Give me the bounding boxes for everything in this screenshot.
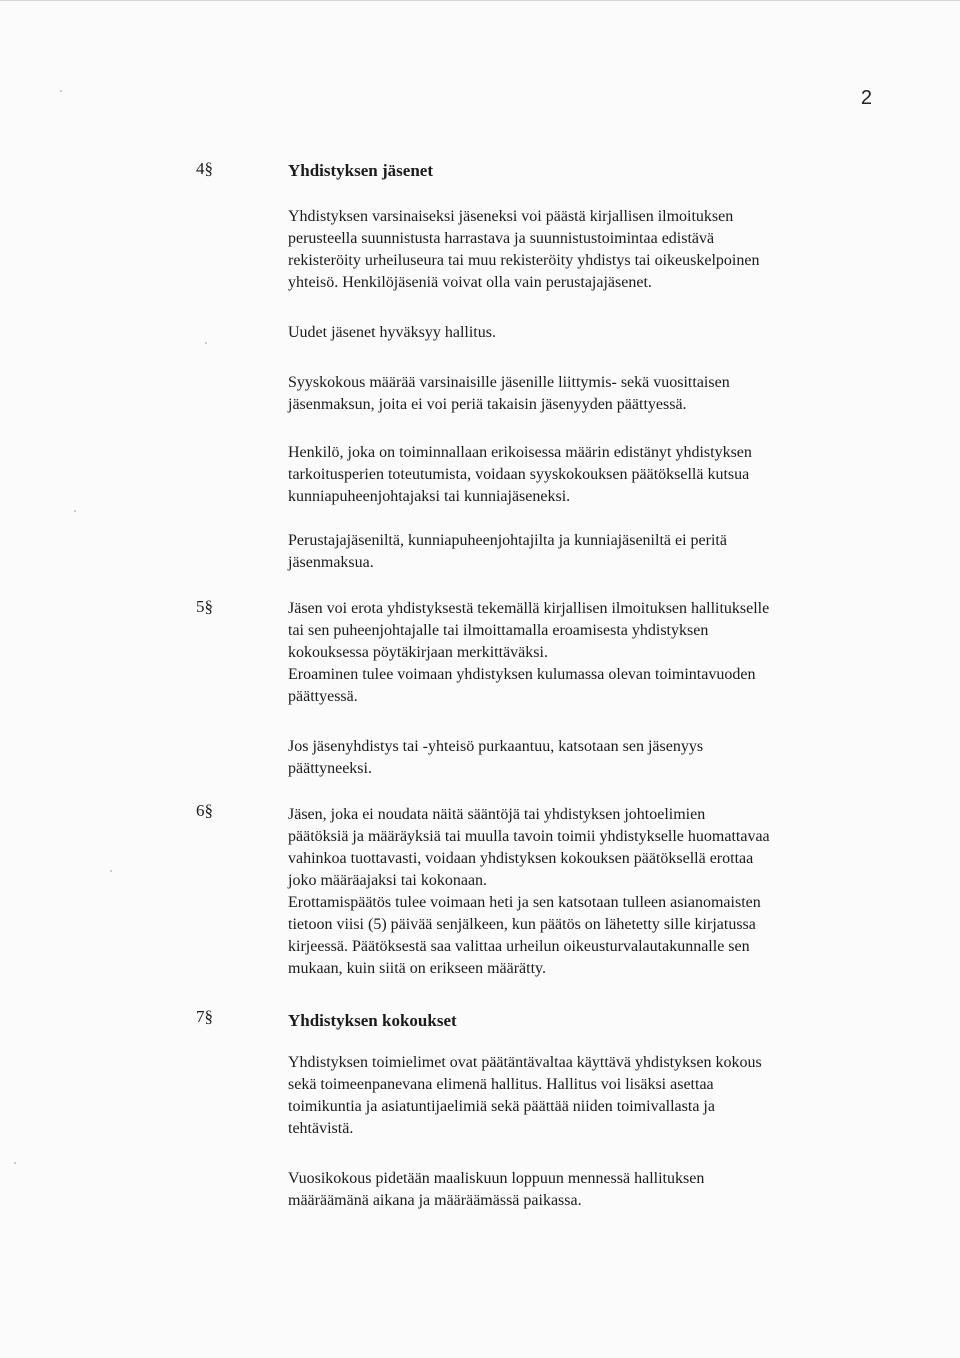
section-heading: Yhdistyksen kokoukset (288, 1011, 457, 1030)
paragraph: Yhdistyksen toimielimet ovat päätäntävaltaa käyttävä yhdistyksen kokous sekä toimeenpanevana elimenä hallitus. Hallitus voi lisäksi asettaa toimikuntia ja asiatuntijaelimiä sekä päättää niiden toimivallasta ja tehtävistä. (288, 1054, 762, 1137)
scan-speck (74, 510, 76, 512)
scan-speck (14, 1162, 16, 1164)
scan-speck (110, 870, 112, 872)
section-number: 4§ (196, 159, 213, 178)
section-number: 7§ (196, 1007, 213, 1026)
paragraph: Henkilö, joka on toiminnallaan erikoisessa määrin edistänyt yhdistyksen tarkoitusperien toteutumista, voidaan syyskokouksen päätöksellä kutsua kunniapuheenjohtajaksi tai kunniajäseneksi. (288, 444, 752, 505)
scan-speck (205, 342, 207, 344)
paragraph: Uudet jäsenet hyväksyy hallitus. (288, 324, 496, 341)
paragraph: Perustajajäseniltä, kunniapuheenjohtajilta ja kunniajäseniltä ei peritä jäsenmaksua. (288, 532, 727, 571)
paragraph: Jäsen, joka ei noudata näitä sääntöjä tai yhdistyksen johtoelimien päätöksiä ja määräyksiä tai muulla tavoin toimii yhdistykselle huomattavaa vahinkoa tuottavasti, voidaan yhdistyksen kokouksen päätöksellä erottaa joko määräajaksi tai kokonaan. Erottamispäätös tulee voimaan heti ja sen katsotaan tulleen asianomaisten tietoon viisi (5) päivää senjälkeen, kun päätös on lähetetty sille kirjatussa kirjeessä. Päätöksestä saa valittaa urheilun oikeusturvalautakunnalle sen mukaan, kuin siitä on erikseen määrätty. (288, 806, 770, 977)
paragraph: Jäsen voi erota yhdistyksestä tekemällä kirjallisen ilmoituksen hallitukselle tai sen puheenjohtajalle tai ilmoittamalla eroamisesta yhdistyksen kokouksessa pöytäkirjaan merkittäväksi. Eroaminen tulee voimaan yhdistyksen kulumassa olevan toimintavuoden päättyessä. (288, 600, 770, 705)
section-heading: Yhdistyksen jäsenet (288, 161, 433, 180)
paragraph: Vuosikokous pidetään maaliskuun loppuun mennessä hallituksen määräämänä aikana ja määräämässä paikassa. (288, 1170, 705, 1209)
paragraph: Jos jäsenyhdistys tai -yhteisö purkaantuu, katsotaan sen jäsenyys päättyneeksi. (288, 738, 704, 777)
scan-speck (60, 90, 62, 92)
paragraph: Syyskokous määrää varsinaisille jäsenille liittymis- sekä vuosittaisen jäsenmaksun, joita ei voi periä takaisin jäsenyyden päättyessä. (288, 374, 730, 413)
section-number: 5§ (196, 597, 213, 616)
page-number: 2 (860, 87, 872, 109)
section-number: 6§ (196, 801, 213, 820)
scan-top-edge (0, 0, 960, 1)
paragraph: Yhdistyksen varsinaiseksi jäseneksi voi päästä kirjallisen ilmoituksen perusteella suunnistusta harrastava ja suunnistustoimintaa edistävä rekisteröity urheiluseura tai muu rekisteröity yhdistys tai oikeuskelpoinen yhteisö. Henkilöjäseniä voivat olla vain perustajajäsenet. (288, 208, 760, 291)
